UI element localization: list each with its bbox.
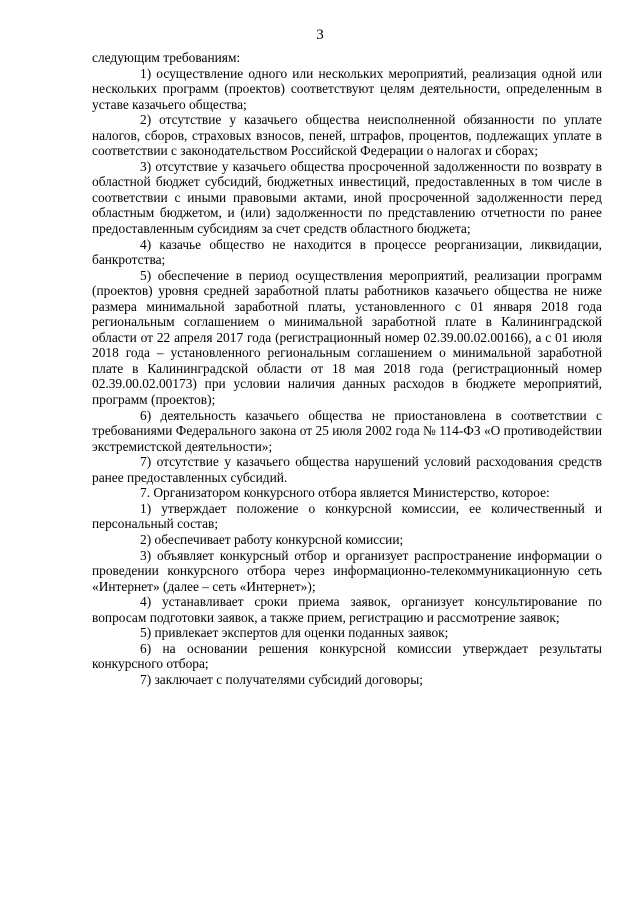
paragraph: 3) объявляет конкурсный отбор и организует распространение информации о проведении конкурсного отбора через информационно-телекоммуникационную сеть «Интернет» (далее – сеть «Интернет»); <box>92 547 602 594</box>
page-number: 3 <box>316 27 324 43</box>
paragraph: 5) обеспечение в период осуществления мероприятий, реализации программ (проектов) уровня средней заработной платы работников казачьего общества не ниже размера минимальной заработной платы, установленного с 01 января 2018 года региональным соглашением о минимальной заработной плате в Калининградской области от 22 апреля 2017 года (регистрационный номер 02.39.00.02.00166), а с 01 июля 2018 года – установленного региональным соглашением о минимальной заработной плате в Калининградской области от 18 мая 2018 года (регистрационный номер 02.39.00.02.00173) при условии наличия данных расходов в бюджете мероприятий, программ (проектов); <box>92 267 602 408</box>
paragraph: 2) отсутствие у казачьего общества неисполненной обязанности по уплате налогов, сборов, страховых взносов, пеней, штрафов, процентов, подлежащих уплате в соответствии с законодательством Российской Федерации о налогах и сборах; <box>92 112 602 159</box>
document-body <box>92 50 602 687</box>
paragraph: следующим требованиям: <box>92 50 241 65</box>
paragraph: 5) привлекает экспертов для оценки поданных заявок; <box>140 625 449 641</box>
paragraph: 6) деятельность казачьего общества не приостановлена в соответствии с требованиями Федерального закона от 25 июля 2002 года № 114-ФЗ «О противодействии экстремистской деятельности»; <box>92 407 602 454</box>
paragraph: 3) отсутствие у казачьего общества просроченной задолженности по возврату в областной бюджет субсидий, бюджетных инвестиций, предоставленных в том числе в соответствии с иными правовыми актами, иной просроченной задолженности перед областным бюджетом, и (или) задолженности по представлению отчетности по ранее предоставленным субсидиям за счет средств областного бюджета; <box>92 158 602 237</box>
paragraph: 4) устанавливает сроки приема заявок, организует консультирование по вопросам подготовки заявок, а также прием, регистрацию и рассмотрение заявок; <box>92 594 602 625</box>
paragraph: 1) утверждает положение о конкурсной комиссии, ее количественный и персональный состав; <box>92 500 602 532</box>
paragraph: 1) осуществление одного или нескольких мероприятий, реализация одной или нескольких программ (проектов) соответствуют целям деятельности, определенным в уставе казачьего общества; <box>92 65 602 112</box>
paragraph: 6) на основании решения конкурсной комиссии утверждает результаты конкурсного отбора; <box>92 640 602 672</box>
paragraph: 2) обеспечивает работу конкурсной комиссии; <box>140 531 404 547</box>
paragraph: 4) казачье общество не находится в процессе реорганизации, ликвидации, банкротства; <box>92 236 602 268</box>
paragraph: 7) заключает с получателями субсидий договоры; <box>140 671 423 687</box>
paragraph: 7. Организатором конкурсного отбора является Министерство, которое: <box>140 485 550 501</box>
paragraph: 7) отсутствие у казачьего общества нарушений условий расходования средств ранее предоставленных субсидий. <box>92 454 602 485</box>
